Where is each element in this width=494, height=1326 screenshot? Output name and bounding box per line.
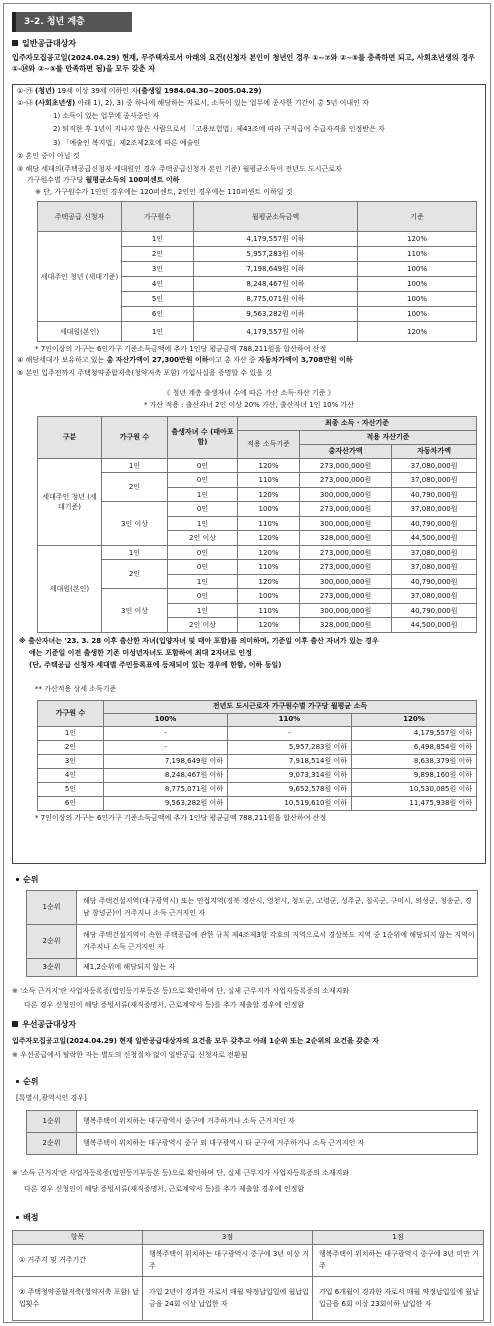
score-table — [12, 1230, 484, 1321]
table-cell: 4인 — [38, 768, 104, 782]
table-cell: 37,080,000원 — [392, 502, 477, 517]
detail-income-table — [37, 700, 477, 811]
table-cell: 0인 — [168, 589, 238, 604]
table-cell: 4,179,557원 이하 — [194, 322, 358, 342]
th-detail-110: 110% — [228, 713, 352, 726]
table-cell: 9,898,160원 이하 — [352, 768, 477, 782]
table-cell: 44,500,000원 — [392, 531, 477, 546]
table-cell: 120% — [238, 618, 300, 633]
table-cell: 273,000,000원 — [300, 589, 392, 604]
th-division: 구분 — [38, 416, 102, 458]
eligibility-box — [12, 84, 486, 864]
bonus-subtitle: * 가산 적용 : 출산자녀 2인 이상 20% 가산, 출산자녀 1인 10% 가산 — [143, 400, 355, 409]
priority-intro: 입주자모집공고일(2024.04.29) 현재 일반공급대상자의 요건을 모두 갖추고 아래 1순위 또는 2순위의 요건을 갖춘 자 — [12, 1037, 379, 1045]
table-cell: 300,000,000원 — [300, 603, 392, 618]
table-cell: 328,000,000원 — [300, 531, 392, 546]
rank-heading: 순위 — [16, 874, 38, 886]
table-cell: 1인 — [168, 603, 238, 618]
income-table — [37, 201, 477, 342]
table-cell: 3인 이상 — [102, 502, 168, 546]
rank-label: 2순위 — [27, 925, 77, 959]
table-cell: 120% — [238, 487, 300, 502]
table-cell: 1인 — [122, 322, 194, 342]
table-cell: 100% — [238, 502, 300, 517]
rank-note-1: ※ '소득 근거지'란 사업자등록증(법인등기부등본 등)으로 확인하며 단, 실제 근무지가 사업자등록증의 소재지와 — [12, 987, 350, 995]
bonus-table — [37, 416, 477, 633]
th-children: 출생자녀 수 (태아포함) — [168, 416, 238, 458]
table-cell: 9,652,578원 이하 — [228, 782, 352, 796]
score-1pt: 가입 6개월이 경과한 자로서 매월 약정납입일에 월납입금을 6회 이상 23회이하 납입한 자 — [313, 1277, 484, 1321]
priority-note: ※ 우선공급에서 탈락한 자는 별도의 신청절차 없이 일반공급 신청자로 전환됨 — [12, 1051, 248, 1059]
bullet-dot-icon — [16, 1216, 19, 1219]
table-cell: 4인 — [122, 277, 194, 292]
table-cell: 9,073,314원 이하 — [228, 768, 352, 782]
table-cell: 110% — [238, 516, 300, 531]
table-cell: 328,000,000원 — [300, 618, 392, 633]
table-cell: 5,957,283원 이하 — [194, 247, 358, 262]
table-cell: 2인 — [102, 473, 168, 502]
criterion-new-worker: ①-㉯ (사회초년생) 아래 1), 2), 3) 중 하나에 해당하는 자로서, 소득이 있는 업무에 종사한 기간이 총 5년 이내인 자 — [17, 99, 369, 108]
priority-heading: 우선공급대상자 — [12, 1019, 76, 1031]
th-car-value: 자동차가액 — [392, 444, 477, 458]
table-cell: 6인 — [122, 307, 194, 322]
table-cell: - — [104, 740, 228, 754]
th-applicant: 주택공급 신청자 — [38, 202, 122, 232]
bullet-dot-icon — [16, 878, 19, 881]
table-cell: 1인 — [102, 545, 168, 560]
score-3pt: 가입 2년이 경과한 자로서 매월 약정납입일에 월납입금을 24회 이상 납입한 자 — [143, 1277, 313, 1321]
section-title: 3-2. 청년 계층 — [12, 12, 132, 32]
square-bullet-icon — [12, 1021, 18, 1027]
rank-label: 1순위 — [27, 891, 77, 925]
table-cell: 5,957,283원 이하 — [228, 740, 352, 754]
table-cell: 100% — [358, 292, 477, 307]
th-total-asset: 총자산가액 — [300, 444, 392, 458]
table-cell: 100% — [358, 277, 477, 292]
bonus-group-head: 세대주인 청년 (세대기준) — [38, 458, 102, 545]
score-item: ① 거주지 및 거주기간 — [13, 1245, 143, 1277]
criterion-income-b: 가구원수별 가구당 월평균소득의 100퍼센트 이하 — [27, 175, 180, 184]
detail-table-note: * 7인이상의 가구는 6인가구 기준소득금액에 추가 1인당 평균금액 788,211원을 합산하여 산정 — [35, 813, 327, 822]
score-heading: 배점 — [16, 1212, 38, 1224]
score-1pt: 행복주택이 위치하는 대구광역시 중구에 3년 미만 거주 — [313, 1245, 484, 1277]
table-cell: 7,918,514원 이하 — [228, 754, 352, 768]
table-cell: 37,080,000원 — [392, 545, 477, 560]
score-3pt: 행복주택이 위치하는 대구광역시 중구에 3년 이상 거주 — [143, 1245, 313, 1277]
table-cell: 40,790,000원 — [392, 487, 477, 502]
criterion-youth: ①-㉮ (청년) 19세 이상 39세 이하인 자(출생일 1984.04.30~2005.04.29) — [17, 87, 262, 95]
th-detail-120: 120% — [352, 713, 477, 726]
table-cell: 1인 — [168, 574, 238, 589]
th-detail-main: 전년도 도시근로자 가구원수별 가구당 월평균 소득 — [104, 700, 477, 713]
new-worker-sub3: 3) 「예술인 복지법」제2조제2호에 따른 예술인 — [53, 138, 201, 147]
table-cell: 300,000,000원 — [300, 487, 392, 502]
rank-label: 1순위 — [27, 1111, 77, 1133]
table-cell: 1인 — [168, 487, 238, 502]
table-cell: 9,563,282원 이하 — [194, 307, 358, 322]
priority-region: [특별시,광역시인 경우] — [16, 1094, 87, 1102]
rank-desc: 행복주택이 위치하는 대구광역시 중구 외 대구광역시 타 군구에 거주하거나 소득 근거지인 자 — [77, 1133, 478, 1155]
th-income-standard: 적용 소득기준 — [238, 430, 300, 458]
table-cell: 11,475,938원 이하 — [352, 796, 477, 810]
th-detail-household: 가구원 수 — [38, 700, 104, 726]
table-cell: 300,000,000원 — [300, 574, 392, 589]
table-cell: 1인 — [38, 726, 104, 740]
table-cell: 120% — [238, 531, 300, 546]
table-cell: 2인 — [102, 560, 168, 589]
table-cell: 100% — [358, 262, 477, 277]
group-head-of-household: 세대주인 청년 (세대기준) — [38, 232, 122, 322]
th-1pt: 1점 — [313, 1231, 484, 1245]
th-3pt: 3점 — [143, 1231, 313, 1245]
table-cell: 273,000,000원 — [300, 560, 392, 575]
th-asset-standard: 적용 자산기준 — [300, 430, 477, 444]
table-cell: 0인 — [168, 458, 238, 473]
detail-title: ** 가산적용 상세 소득기준 — [35, 685, 117, 694]
table-cell: 37,080,000원 — [392, 458, 477, 473]
group-household-member: 세대원(본인) — [38, 322, 122, 342]
table-cell: 4,179,557원 이하 — [352, 726, 477, 740]
priority-rank-heading: 순위 — [16, 1076, 38, 1088]
new-worker-sub1: 1) 소득이 있는 업무에 종사중인 자 — [53, 112, 160, 121]
table-cell: 3인 — [122, 262, 194, 277]
table-cell: 40,790,000원 — [392, 574, 477, 589]
table-cell: 1인 — [102, 458, 168, 473]
th-household-count: 가구원 수 — [102, 416, 168, 458]
rank-desc: 해당 주택건설지역(대구광역시) 또는 연접지역(경북 경산시, 영천시, 청도군, 고령군, 성주군, 칠곡군, 구미시, 의성군, 청송군, 경남 창녕군)이 거주지나 소득 근거지인 자 — [77, 891, 478, 925]
table-cell: 40,790,000원 — [392, 603, 477, 618]
table-cell: 3인 이상 — [102, 589, 168, 633]
table-cell: 120% — [238, 574, 300, 589]
table-cell: 300,000,000원 — [300, 516, 392, 531]
rank-label: 3순위 — [27, 959, 77, 977]
table-cell: 8,248,467원 이하 — [104, 768, 228, 782]
table-cell: 3인 — [38, 754, 104, 768]
table-cell: - — [228, 726, 352, 740]
income-note: ※ 단, 가구원수가 1인인 경우에는 120퍼센트, 2인인 경우에는 110퍼센트 이하일 것 — [35, 188, 293, 197]
document-frame — [3, 3, 491, 1323]
table-cell: 110% — [238, 603, 300, 618]
rank-label: 2순위 — [27, 1133, 77, 1155]
table-cell: 120% — [238, 545, 300, 560]
table-cell: - — [104, 726, 228, 740]
priority-rank-table — [26, 1110, 478, 1155]
rank-desc: 제1,2순위에 해당되지 않는 자 — [77, 959, 478, 977]
criterion-income-a: ③ 해당 세대의(주택공급신청자 세대원인 경우 주택공급신청자 본인 기준) 월평균소득이 전년도 도시근로자 — [17, 164, 342, 173]
table-cell: 120% — [238, 458, 300, 473]
th-household: 가구원수 — [122, 202, 194, 232]
th-standard: 기준 — [358, 202, 477, 232]
table-cell: 9,563,282원 이하 — [104, 796, 228, 810]
table-cell: 44,500,000원 — [392, 618, 477, 633]
table-cell: 120% — [358, 322, 477, 342]
table-cell: 110% — [358, 247, 477, 262]
children-note-3: (단, 주택공급 신청자 세대별 주민등록표에 등재되어 있는 경우에 한함, 이하 동일) — [29, 661, 282, 670]
table-cell: 7,198,649원 이하 — [104, 754, 228, 768]
general-supply-heading: 일반공급대상자 — [12, 38, 76, 50]
table-cell: 5인 — [122, 292, 194, 307]
income-table-note: * 7인이상의 가구는 6인가구 기준소득금액에 추가 1인당 평균금액 788,211원을 합산하여 산정 — [35, 345, 327, 354]
table-cell: 6,498,854원 이하 — [352, 740, 477, 754]
general-intro: 입주자모집공고일(2024.04.29) 현재, 무주택자로서 아래의 요건(신청자 본인이 청년인 경우 ①~⑦와 ②~⑤를 충족하면 되고, 사회초년생의 경우 ①-⑭와 ②~⑤를 만족하면 됨)을 모두 갖춘 자 — [12, 53, 475, 74]
table-cell: 2인 — [122, 247, 194, 262]
th-income: 월평균소득금액 — [194, 202, 358, 232]
priority-note-1: ※ '소득 근거지'란 사업자등록증(법인등기부등본 등)으로 확인하며 단, 실제 근무지가 사업자등록증의 소재지와 — [12, 1169, 350, 1177]
table-cell: 110% — [238, 473, 300, 488]
table-cell: 273,000,000원 — [300, 473, 392, 488]
table-cell: 120% — [358, 232, 477, 247]
criterion-savings: ⑤ 본인 입주전까지 주택청약종합저축(청약저축 포함) 가입사실을 증명할 수 있을 것 — [17, 368, 272, 377]
children-note-2: 에는 기준일 이전 출생한 기존 미성년자녀도 포함하여 최대 2자녀로 인정 — [29, 649, 252, 658]
table-cell: 0인 — [168, 545, 238, 560]
priority-note-2: 다른 경우 신청인이 해당 증빙서류(재직증명서, 근로계약서 등)를 추가 제출할 경우에 인정함 — [24, 1185, 305, 1193]
table-cell: 0인 — [168, 560, 238, 575]
table-cell: 8,775,071원 이하 — [194, 292, 358, 307]
table-cell: 273,000,000원 — [300, 458, 392, 473]
table-cell: 1인 — [168, 516, 238, 531]
table-cell: 0인 — [168, 473, 238, 488]
bonus-group-member: 세대원(본인) — [38, 545, 102, 632]
table-cell: 0인 — [168, 502, 238, 517]
table-cell: 273,000,000원 — [300, 502, 392, 517]
new-worker-sub2: 2) 퇴직한 후 1년이 지나지 않은 사람으로서 「고용보험법」제43조에 따라 구직급여 수급자격을 인정받은 자 — [53, 125, 385, 134]
children-note-1: ※ 출산자녀는 '23. 3. 28 이후 출산한 자녀(입양자녀 및 태아 포함)를 의미하며, 기준일 이후 출산 자녀가 있는 경우 — [19, 636, 379, 645]
table-cell: 8,775,071원 이하 — [104, 782, 228, 796]
criterion-asset: ④ 해당세대가 보유하고 있는 총 자산가액이 27,300만원 이하이고 총 자산 중 자동차가액이 3,708만원 이하 — [17, 356, 353, 365]
table-cell: 6인 — [38, 796, 104, 810]
table-cell: 4,179,557원 이하 — [194, 232, 358, 247]
table-cell: 8,638,379원 이하 — [352, 754, 477, 768]
score-item: ② 주택청약종합저축(청약저축 포함) 납입횟수 — [13, 1277, 143, 1321]
table-cell: 100% — [358, 307, 477, 322]
th-final-standard: 최종 소득 · 자산기준 — [238, 416, 477, 430]
table-cell: 273,000,000원 — [300, 545, 392, 560]
table-cell: 1인 — [122, 232, 194, 247]
square-bullet-icon — [12, 40, 18, 46]
table-cell: 2인 이상 — [168, 618, 238, 633]
table-cell: 2인 — [38, 740, 104, 754]
table-cell: 10,530,085원 이하 — [352, 782, 477, 796]
table-cell: 40,790,000원 — [392, 516, 477, 531]
bullet-dot-icon — [16, 1080, 19, 1083]
rank-table — [26, 890, 478, 977]
rank-desc: 해당 주택건설지역이 속한 주택공급에 관한 규칙 제4조제3항 각호의 지역으로서 경상북도 지역 중 1순위에 해당되지 않는 지역이 거주지나 소득 근거지인 자 — [77, 925, 478, 959]
table-cell: 100% — [238, 589, 300, 604]
table-cell: 8,248,467원 이하 — [194, 277, 358, 292]
criterion-unmarried: ② 혼인 중이 아닐 것 — [17, 151, 80, 160]
table-cell: 2인 이상 — [168, 531, 238, 546]
rank-desc: 행복주택이 위치하는 대구광역시 중구에 거주하거나 소득 근거지인 자 — [77, 1111, 478, 1133]
table-cell: 37,080,000원 — [392, 473, 477, 488]
th-detail-100: 100% — [104, 713, 228, 726]
table-cell: 10,519,610원 이하 — [228, 796, 352, 810]
table-cell: 7,198,649원 이하 — [194, 262, 358, 277]
bonus-title: 《 청년 계층 출생자녀 수에 따른 가산 소득·자산 기준 》 — [163, 388, 335, 397]
table-cell: 37,080,000원 — [392, 560, 477, 575]
th-item: 항목 — [13, 1231, 143, 1245]
table-cell: 37,080,000원 — [392, 589, 477, 604]
table-cell: 110% — [238, 560, 300, 575]
table-cell: 5인 — [38, 782, 104, 796]
rank-note-2: 다른 경우 신청인이 해당 증빙서류(재직증명서, 근로계약서 등)를 추가 제출할 경우에 인정함 — [24, 1001, 305, 1009]
